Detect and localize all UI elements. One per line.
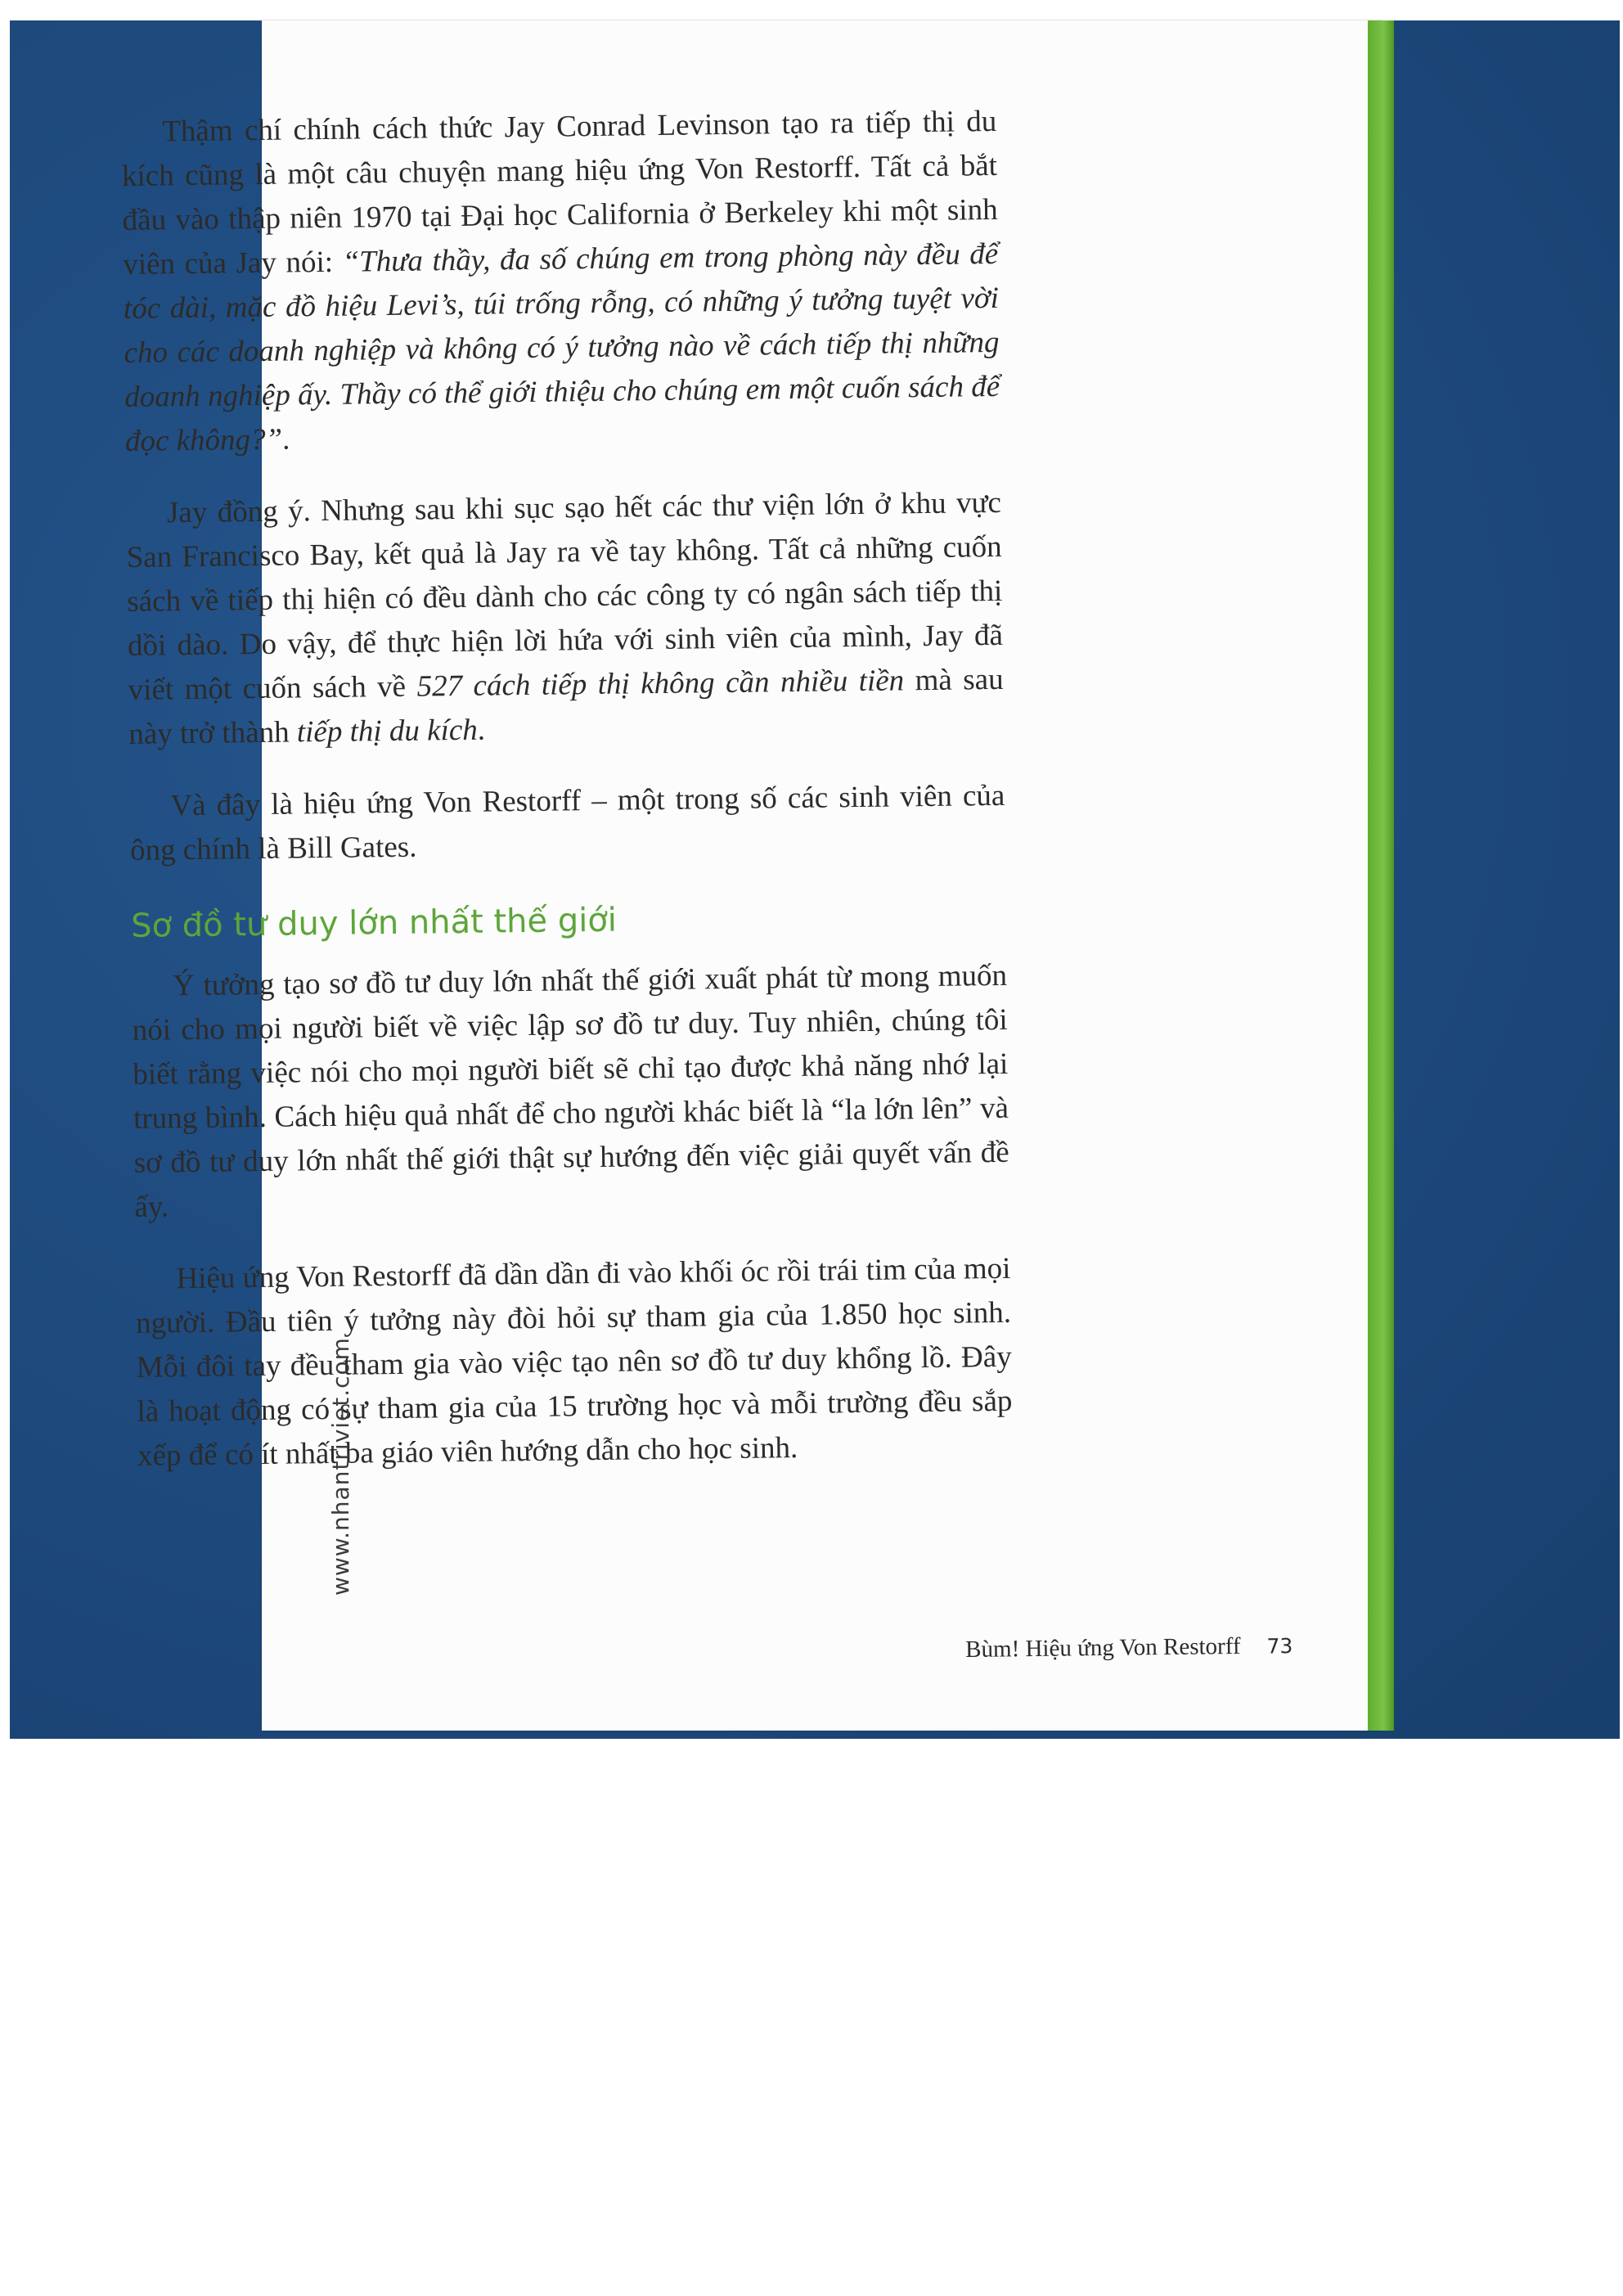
page-body	[121, 100, 1014, 1506]
book-title-italic: 527 cách tiếp thị không cần nhiều tiền	[416, 664, 905, 704]
paragraph-von-restorff-effect	[135, 1247, 1013, 1479]
paragraph-text: .	[477, 713, 486, 747]
paragraph-text: Và đây là hiệu ứng Von Restorff – một trong số các sinh viên của ông chính là Bill Gates.	[129, 778, 1005, 867]
section-heading: Sơ đồ tư duy lớn nhất thế giới	[130, 901, 618, 945]
paragraph-text: Thậm chí chính cách thức Jay Conrad Levinson tạo ra tiếp thị du kích cũng là một câu chuyện mang hiệu ứng Von Restorff. Tất cả bắt đầu vào thập niên 1970 tại Đại học California ở Berkeley khi một sinh viên của Jay nói:	[121, 104, 998, 281]
term-italic: tiếp thị du kích	[296, 713, 479, 750]
quote-italic: “Thưa thầy, đa số chúng em trong phòng này đều để tóc dài, mặc đồ hiệu Levi’s, túi trống rỗng, có những ý tưởng tuyệt vời cho các doanh nghiệp và không có ý tưởng nào về cách tiếp thị những doanh nghiệp ấy. Thầy có thể giới thiệu cho chúng em một cuốn sách để đọc không?”	[123, 236, 1000, 458]
paragraph-text: Ý tưởng tạo sơ đồ tư duy lớn nhất thế giới xuất phát từ mong muốn nói cho mọi người biết về việc lập sơ đồ tư duy. Tuy nhiên, chúng tôi biết rằng việc nói cho mọi người biết sẽ chỉ tạo được khả năng nhớ lại trung bình. Cách hiệu quả nhất để cho người khác biết là “la lớn lên” và sơ đồ tư duy lớn nhất thế giới thật sự hướng đến việc giải quyết vấn đề ấy.	[132, 958, 1009, 1224]
paragraph-guerrilla-marketing-origin	[121, 100, 1000, 464]
paragraph-text: .	[281, 422, 290, 457]
paragraph-text: Jay đồng ý. Nhưng sau khi sục sạo hết các thư viện lớn ở khu vực San Francisco Bay, kết quả là Jay ra về tay không. Tất cả những cuốn sách về tiếp thị hiện có đều dành cho các công ty có ngân sách tiếp thị dồi dào. Do vậy, để thực hiện lời hứa với sinh viên của mình, Jay đã viết một cuốn sách về	[126, 485, 1004, 707]
paragraph-text: mà sau này trở thành	[128, 662, 1004, 751]
page-edge-green-stripe	[1368, 20, 1394, 1731]
paragraph-jay-agreed	[126, 481, 1005, 757]
paragraph-bill-gates	[129, 774, 1005, 873]
page-footer	[965, 1632, 1293, 1663]
paragraph-text: Hiệu ứng Von Restorff đã dần dần đi vào khối óc rồi trái tim của mọi người. Đầu tiên ý tưởng này đòi hỏi sự tham gia của 1.850 học sinh. Mỗi đôi tay đều tham gia vào việc tạo nên sơ đồ tư duy khổng lồ. Đây là hoạt động có sự tham gia của 15 trường học và mỗi trường đều sắp xếp để có ít nhất ba giáo viên hướng dẫn cho học sinh.	[135, 1251, 1013, 1473]
paragraph-mind-map-idea	[132, 954, 1010, 1230]
page-number: 73	[1266, 1634, 1293, 1659]
side-website-url: www.nhantriviet.com	[327, 1337, 354, 1596]
running-title: Bùm! Hiệu ứng Von Restorff	[965, 1632, 1241, 1663]
